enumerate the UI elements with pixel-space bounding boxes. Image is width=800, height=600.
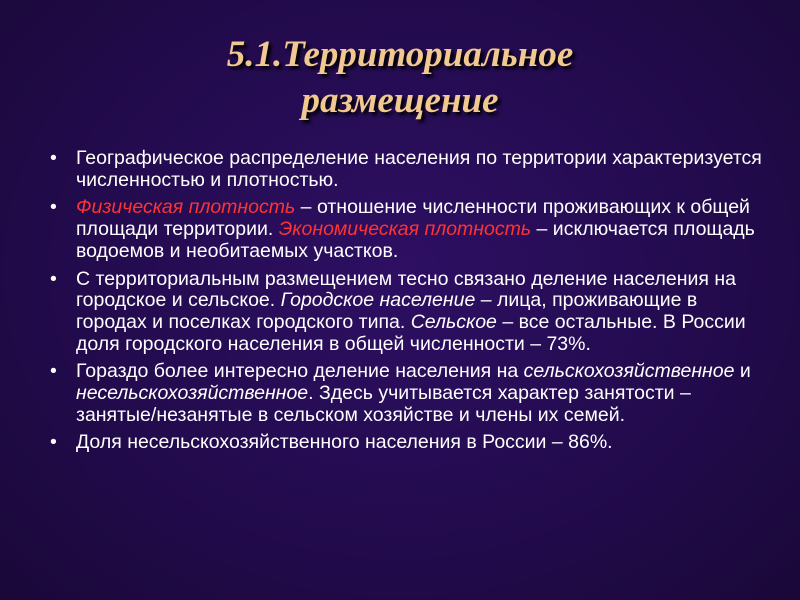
bullet-text: Доля несельскохозяйственного населения в России – 86%. <box>76 431 613 454</box>
term-non-agricultural: несельскохозяйственное <box>76 382 309 405</box>
bullet-item-distribution <box>50 148 770 191</box>
bullet-text: С территориальным размещением тесно связано деление населения на городское и сельское. <box>76 267 736 312</box>
bullet-item-non-agricultural-share <box>50 432 770 454</box>
bullet-text: и <box>734 360 751 383</box>
bullet-icon: • <box>50 360 57 383</box>
bullet-item-density <box>50 197 770 262</box>
slide-title-line-1: 5.1.Территориальное <box>226 34 574 75</box>
term-urban-population: Городское население <box>280 289 476 312</box>
bullet-list <box>50 148 770 460</box>
bullet-text: – исключается площадь водоемов и необитаемых участков. <box>76 218 755 262</box>
term-rural: Сельское <box>410 310 497 333</box>
term-physical-density: Физическая плотность <box>76 196 296 219</box>
term-economic-density: Экономическая плотность <box>278 218 532 241</box>
term-agricultural: сельскохозяйственное <box>523 360 735 383</box>
bullet-text: Гораздо более интересно деление населения на <box>76 360 524 383</box>
bullet-item-agricultural <box>50 361 770 426</box>
bullet-text: – лица, проживающие в городах и поселках городского типа. <box>76 289 698 333</box>
bullet-item-urban-rural <box>50 269 770 356</box>
bullet-text: – отношение численности проживающих к общей площади территории. <box>76 196 750 241</box>
bullet-icon: • <box>50 196 57 219</box>
bullet-icon: • <box>50 431 57 454</box>
slide-title-line-2: размещение <box>301 80 499 121</box>
bullet-icon: • <box>50 267 57 290</box>
bullet-text: Географическое распределение населения по территории характеризуется численностью и плотностью. <box>76 147 762 191</box>
bullet-text: – все остальные. В России доля городского населения в общей численности – 73%. <box>76 310 746 355</box>
bullet-icon: • <box>50 147 57 169</box>
slide-title <box>0 32 800 124</box>
bullet-text: . Здесь учитывается характер занятости – занятые/незанятые в сельском хозяйстве и члены их семей. <box>76 382 691 426</box>
